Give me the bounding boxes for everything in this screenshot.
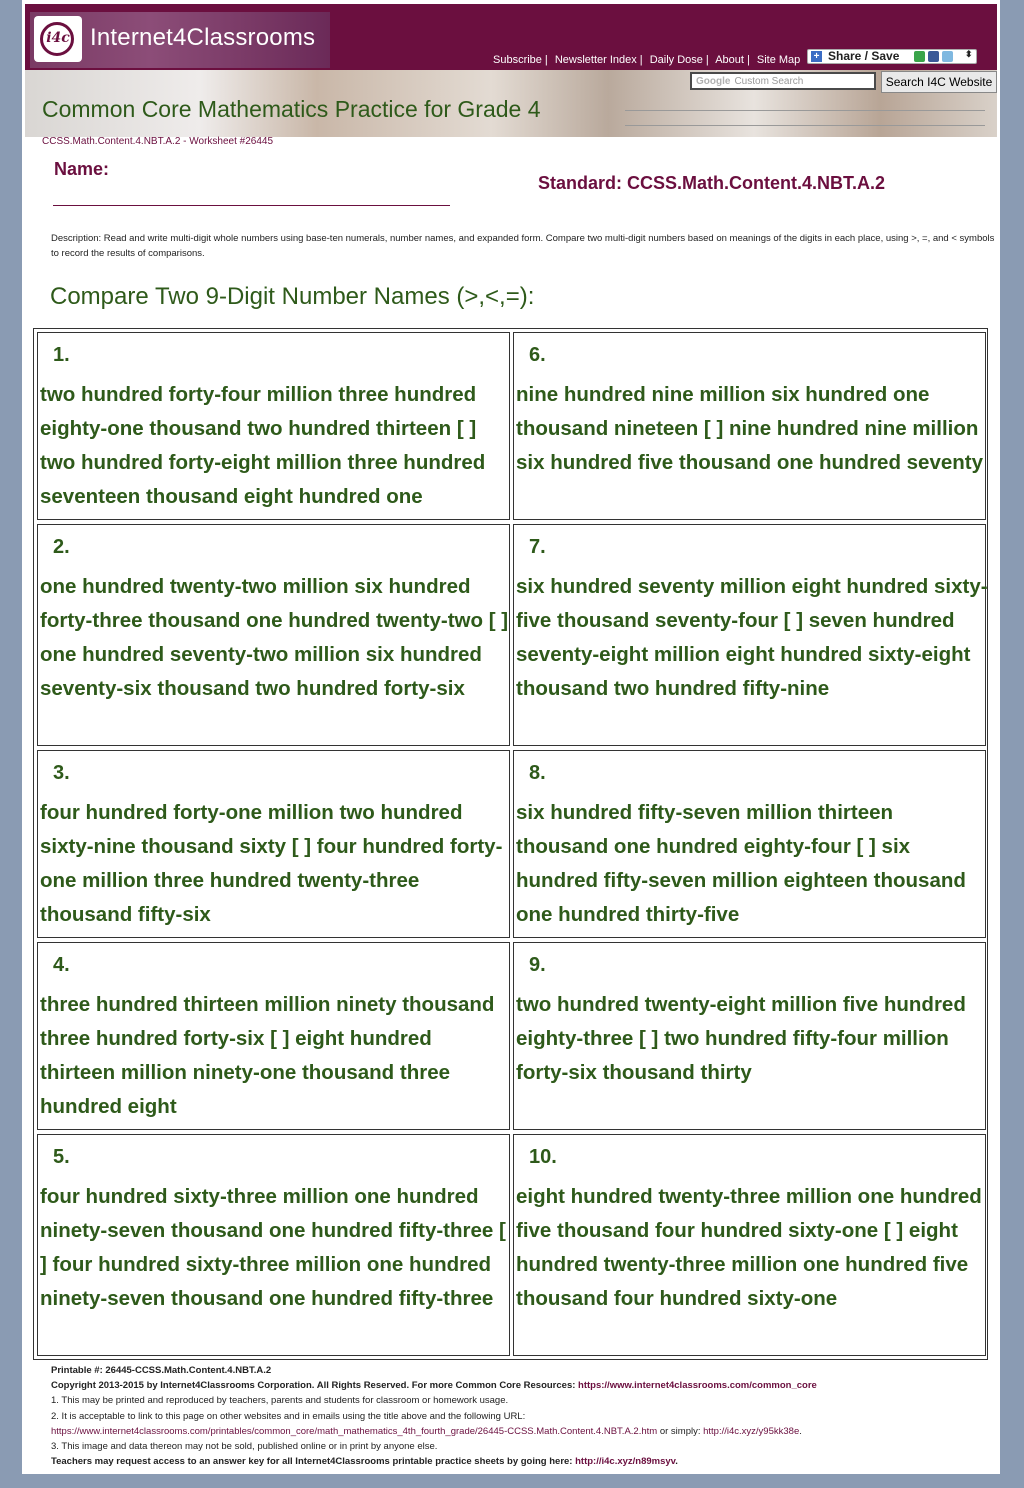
terms-line-3: 3. This image and data thereon may not be sold, published online or in print by anyone else. — [51, 1441, 438, 1453]
question-cell-4 — [37, 942, 510, 1130]
description: Description: Read and write multi-digit whole numbers using base-ten numerals, number names, and expanded form. Compare two multi-digit numbers based on meanings of the digits in each place, using >, =, and < symbols to record the results of comparisons. — [51, 233, 995, 259]
section-title: Compare Two 9-Digit Number Names (>,<,=): — [50, 283, 535, 310]
question-number: 10. — [529, 1146, 557, 1168]
nav-subscribe[interactable]: Subscribe — [493, 54, 542, 66]
question-cell-3 — [37, 750, 510, 938]
question-cell-7 — [513, 524, 986, 746]
copyright: Copyright 2013-2015 by Internet4Classrooms Corporation. All Rights Reserved. For more Common Core Resources: https://www.internet4classrooms.com/common_core — [51, 1380, 817, 1392]
add-icon: + — [811, 51, 822, 62]
answer-key-line: Teachers may request access to an answer key for all Internet4Classrooms printable practice sheets by going here: http://i4c.xyz/n89msyv. — [51, 1456, 678, 1468]
nav-daily-dose[interactable]: Daily Dose — [649, 54, 703, 66]
questions-grid — [33, 328, 988, 1360]
twitter-icon — [942, 51, 953, 62]
question-cell-9 — [513, 942, 986, 1130]
question-cell-5 — [37, 1134, 510, 1356]
i4c-logo-icon: i4c — [34, 16, 82, 62]
question-number: 3. — [53, 762, 70, 784]
question-text: one hundred twenty-two million six hundred forty-three thousand one hundred twenty-two [ ] one hundred seventy-two million six hundred seventy-six thousand two hundred forty-six — [40, 575, 509, 700]
question-number: 1. — [53, 344, 70, 366]
breadcrumb: CCSS.Math.Content.4.NBT.A.2 - Worksheet #26445 — [42, 136, 274, 147]
question-text: six hundred fifty-seven million thirteen thousand one hundred eighty-four [ ] six hundred fifty-seven million eighteen thousand one hundred thirty-five — [516, 801, 966, 926]
common-core-link[interactable]: https://www.internet4classrooms.com/common_core — [578, 1380, 817, 1392]
question-text: four hundred sixty-three million one hundred ninety-seven thousand one hundred fifty-three [ ] four hundred sixty-three million one hundred ninety-seven thousand one hundred fifty-three — [40, 1185, 506, 1310]
facebook-icon — [928, 51, 939, 62]
site-logo[interactable] — [30, 12, 330, 68]
question-number: 6. — [529, 344, 546, 366]
question-text: four hundred forty-one million two hundred sixty-nine thousand sixty [ ] four hundred forty-one million three hundred twenty-three thousand fifty-six — [40, 801, 503, 926]
question-text: six hundred seventy million eight hundred sixty-five thousand seventy-four [ ] seven hundred seventy-eight million eight hundred sixty-eight thousand two hundred fifty-nine — [516, 575, 988, 700]
short-url-link[interactable]: http://i4c.xyz/y95kk38e — [703, 1425, 800, 1437]
nav-about[interactable]: About — [715, 54, 744, 66]
top-nav: Subscribe | Newsletter Index | Daily Dose | About | Site Map — [493, 54, 801, 66]
chevron-updown-icon: ⬍ — [965, 49, 973, 59]
google-logo: Google — [696, 76, 731, 87]
nav-newsletter-index[interactable]: Newsletter Index — [554, 54, 637, 66]
share-save-button[interactable]: + Share / Save ⬍ — [807, 49, 977, 64]
page — [22, 0, 1000, 1474]
question-number: 4. — [53, 954, 70, 976]
question-cell-6 — [513, 332, 986, 520]
name-label: Name: — [54, 159, 110, 179]
question-cell-10 — [513, 1134, 986, 1356]
question-text: eight hundred twenty-three million one hundred five thousand four hundred sixty-one [ ] eight hundred twenty-three million one hundred five thousand four hundred sixty-one — [516, 1185, 982, 1310]
footer — [51, 1363, 991, 1469]
question-number: 7. — [529, 536, 546, 558]
answer-key-link[interactable]: http://i4c.xyz/n89msyv — [575, 1456, 676, 1468]
search-button[interactable]: Search I4C Website — [881, 71, 997, 93]
terms-line-1: 1. This may be printed and reproduced by teachers, parents and students for classroom or homework usage. — [51, 1395, 509, 1407]
question-cell-1 — [37, 332, 510, 520]
question-number: 9. — [529, 954, 546, 976]
printable-number: Printable #: 26445-CCSS.Math.Content.4.NBT.A.2 — [51, 1365, 272, 1376]
share-icon — [914, 51, 925, 62]
search-input[interactable]: Google Custom Search — [690, 72, 876, 90]
question-number: 5. — [53, 1146, 70, 1168]
site-header — [25, 4, 997, 70]
terms-line-2: 2. It is acceptable to link to this page on other websites and in emails using the title above and the following URL: — [51, 1410, 526, 1422]
page-url-link[interactable]: https://www.internet4classrooms.com/printables/common_core/math_mathematics_4th_fourth_grade/26445-CCSS.Math.Content.4.NBT.A.2.htm — [51, 1425, 658, 1437]
nav-site-map[interactable]: Site Map — [756, 54, 801, 66]
page-url-line: https://www.internet4classrooms.com/printables/common_core/math_mathematics_4th_fourth_grade/26445-CCSS.Math.Content.4.NBT.A.2.htm or simply: http://i4c.xyz/y95kk38e. — [51, 1425, 802, 1437]
site-name: Internet4Classrooms — [90, 24, 316, 51]
name-line — [53, 205, 450, 206]
question-text: three hundred thirteen million ninety thousand three hundred forty-six [ ] eight hundred thirteen million ninety-one thousand three hundred eight — [40, 993, 495, 1118]
question-text: nine hundred nine million six hundred one thousand nineteen [ ] nine hundred nine million six hundred five thousand one hundred seventy — [516, 383, 984, 474]
page-title: Common Core Mathematics Practice for Grade 4 — [42, 96, 541, 122]
question-number: 8. — [529, 762, 546, 784]
question-text: two hundred forty-four million three hundred eighty-one thousand two hundred thirteen [ ] two hundred forty-eight million three hundred seventeen thousand eight hundred one — [40, 383, 486, 508]
standard-label: Standard: CCSS.Math.Content.4.NBT.A.2 — [538, 173, 886, 193]
question-text: two hundred twenty-eight million five hundred eighty-three [ ] two hundred fifty-four million forty-six thousand thirty — [516, 993, 966, 1084]
question-cell-8 — [513, 750, 986, 938]
question-cell-2 — [37, 524, 510, 746]
question-number: 2. — [53, 536, 70, 558]
